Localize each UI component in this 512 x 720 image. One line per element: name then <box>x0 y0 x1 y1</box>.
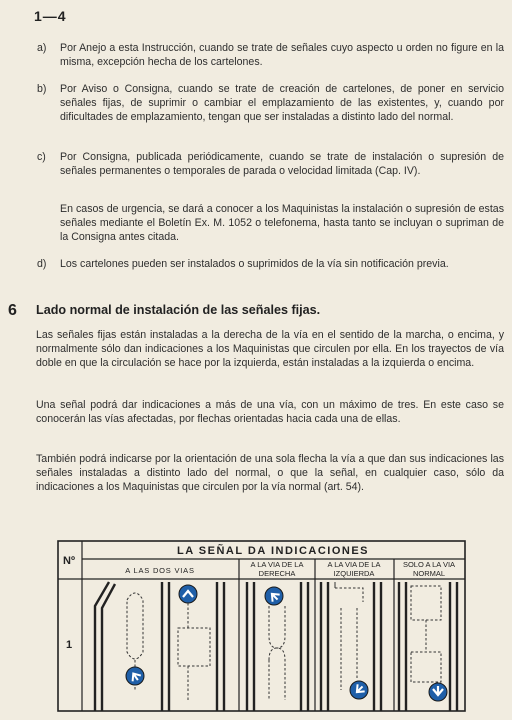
item-a-letter: a) <box>37 42 47 54</box>
col-right-line2: DERECHA <box>258 569 296 578</box>
col-normal-line1: SOLO A LA VIA <box>402 560 456 569</box>
item-d-letter: d) <box>37 258 47 270</box>
signal-indications-figure <box>57 540 467 717</box>
signal-table-svg <box>57 540 467 712</box>
item-a-text: Por Anejo a esta Instrucción, cuando se trate de señales cuyo aspecto u orden no figure en la misma, excepción hecha de los cartelones. <box>60 42 504 68</box>
section-paragraph-3: También podrá indicarse por la orientación de una sola flecha la vía a que dan sus indicaciones las señales instaladas a distinto lado del normal, o que la señal, en cualquier caso, sólo da indicaciones a los Maquinistas que circulen por la vía normal (art. 54). <box>36 453 504 493</box>
item-c-letter: c) <box>37 151 46 163</box>
right-track-diagram <box>247 582 308 711</box>
two-tracks-diagram <box>95 582 224 711</box>
row-number: 1 <box>65 639 73 651</box>
section-paragraph-1: Las señales fijas están instaladas a la derecha de la vía en el sentido de la marcha, o encima, y normalmente sólo dan indicaciones a los Maquinistas que circulen por ella. En los trayectos de vía doble en que la circulación se hace por la izquierda, están instaladas a la izquierda o encima. <box>36 329 504 369</box>
col-two-tracks: A LAS DOS VIAS <box>125 566 195 575</box>
col-left-line1: A LA VIA DE LA <box>327 560 381 569</box>
page-number: 1—4 <box>34 8 67 24</box>
no-header: Nº <box>63 555 75 567</box>
col-right-line1: A LA VIA DE LA <box>250 560 304 569</box>
item-c-text: Por Consigna, publicada periódicamente, cuando se trate de instalación o supresión de señales permanentes o temporales de parada o velocidad limitada (Cap. IV). <box>60 151 504 177</box>
section-paragraph-2: Una señal podrá dar indicaciones a más de una vía, con un máximo de tres. En este caso se conocerán las vías afectadas, por flechas orientadas hacia cada una de ellas. <box>36 399 504 425</box>
figure-title: LA SEÑAL DA INDICACIONES <box>176 545 370 557</box>
item-d-text: Los cartelones pueden ser instalados o suprimidos de la vía sin notificación previa. <box>60 258 449 270</box>
item-b-text: Por Aviso o Consigna, cuando se trate de creación de cartelones, de poner en servicio señales fijas, de suprimir o cambiar el emplazamiento de las existentes, y, cuando por dificultades de emplazamiento, tengan que ser instaladas a distinto lado del normal. <box>60 83 504 123</box>
section-title: Lado normal de instalación de las señales fijas. <box>36 303 321 317</box>
col-normal-line2: NORMAL <box>412 569 446 578</box>
col-left-line2: IZQUIERDA <box>333 569 375 578</box>
normal-track-diagram <box>399 582 457 711</box>
left-track-diagram <box>321 582 381 711</box>
section-number: 6 <box>8 302 17 319</box>
item-c-urgency-text: En casos de urgencia, se dará a conocer a los Maquinistas la instalación o supresión de estas señales mediante el Boletín Ex. M. 1052 o telefonema, hasta tanto se incluyan o supriman de la Consigna antes citada. <box>60 203 504 243</box>
item-b-letter: b) <box>37 83 47 95</box>
two-tracks-top-sign-icon <box>179 585 197 603</box>
